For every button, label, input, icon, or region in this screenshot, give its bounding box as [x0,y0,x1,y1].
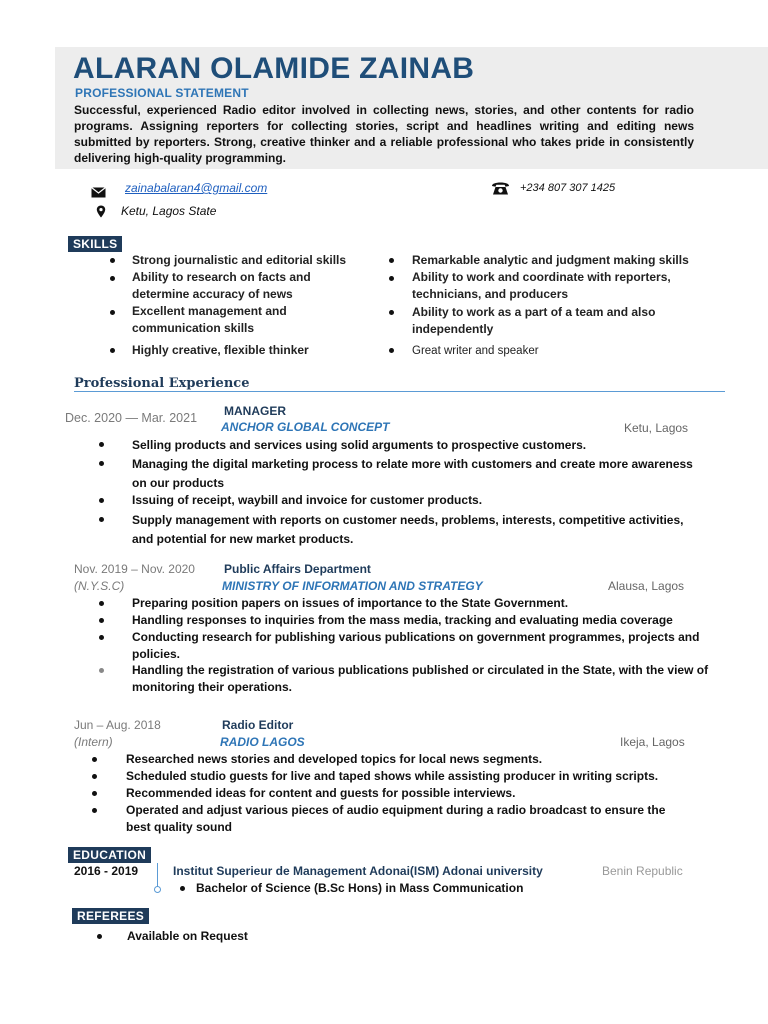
skill-item: Highly creative, flexible thinker [132,343,309,357]
skill-bullet [389,310,394,315]
job-duty: Selling products and services using solid arguments to prospective customers. [132,438,587,452]
experience-heading: Professional Experience [74,376,250,391]
duty-bullet [92,808,97,813]
skill-bullet [110,310,115,315]
degree-bullet [180,886,185,891]
timeline-dot [154,886,161,893]
job-organization: RADIO LAGOS [220,735,305,749]
location-text: Ketu, Lagos State [121,204,217,218]
job-role: Radio Editor [222,718,294,732]
skill-bullet [389,348,394,353]
job-date: Jun – Aug. 2018 [74,718,161,732]
duty-bullet [99,517,104,522]
job-duty: Managing the digital marketing process to relate more with customers and create more awareness on our products [132,457,693,490]
duty-bullet [99,601,104,606]
envelope-icon [91,185,106,203]
phone-number: +234 807 307 1425 [520,182,616,194]
statement-title: PROFESSIONAL STATEMENT [75,86,249,100]
referees-bullet [97,934,102,939]
referees-heading: REFEREES [72,908,149,924]
job-role: MANAGER [224,404,286,418]
duty-bullet [99,618,104,623]
job-duty: Handling the registration of various publications published or circulated in the State, with the view of monitoring their operations. [132,663,709,694]
skill-item: Ability to work as a part of a team and also independently [412,305,656,336]
job-date: Dec. 2020 — Mar. 2021 [65,411,198,425]
job-duty: Researched news stories and developed topics for local news segments. [126,752,543,766]
job-duty: Preparing position papers on issues of importance to the State Government. [132,596,569,610]
telephone-icon [491,182,510,200]
education-heading: EDUCATION [68,847,151,863]
job-organization: MINISTRY OF INFORMATION AND STRATEGY [222,579,483,593]
email-link[interactable]: zainabalaran4@gmail.com [125,181,268,195]
skills-heading: SKILLS [68,236,122,252]
job-duty: Scheduled studio guests for live and taped shows while assisting producer in writing scripts. [126,769,659,783]
job-duty: Supply management with reports on customer needs, problems, interests, competitive activities, and potential for new market products. [132,513,684,546]
education-location: Benin Republic [602,864,683,878]
skill-bullet [110,258,115,263]
education-years: 2016 - 2019 [74,864,139,878]
job-note: (N.Y.S.C) [74,579,125,593]
job-organization: ANCHOR GLOBAL CONCEPT [221,420,390,434]
section-divider [74,391,725,392]
duty-bullet [92,757,97,762]
job-location: Alausa, Lagos [608,579,685,593]
duty-bullet [92,791,97,796]
job-date: Nov. 2019 – Nov. 2020 [74,562,195,576]
duty-bullet [99,498,104,503]
duty-bullet [99,461,104,466]
job-location: Ikeja, Lagos [620,735,685,749]
skill-bullet [110,276,115,281]
skill-bullet [389,276,394,281]
duty-bullet [99,635,104,640]
duty-bullet [99,668,104,673]
skill-item: Excellent management and communication skills [132,304,287,335]
skill-bullet [110,348,115,353]
referees-text: Available on Request [127,929,248,943]
job-duty: Operated and adjust various pieces of audio equipment during a radio broadcast to ensure the best quality sound [126,803,666,834]
job-duty: Recommended ideas for content and guests for possible interviews. [126,786,516,800]
skill-item: Ability to work and coordinate with reporters, technicians, and producers [412,270,671,301]
job-duty: Conducting research for publishing various publications on government programmes, projects and policies. [132,630,700,661]
job-duty: Issuing of receipt, waybill and invoice for customer products. [132,493,483,507]
map-pin-icon [96,205,106,223]
job-role: Public Affairs Department [224,562,371,576]
duty-bullet [99,442,104,447]
job-location: Ketu, Lagos [624,421,689,435]
skill-bullet [389,258,394,263]
education-school: Institut Superieur de Management Adonai(ISM) Adonai university [173,864,543,878]
duty-bullet [92,774,97,779]
job-note: (Intern) [74,735,113,749]
skill-item: Strong journalistic and editorial skills [132,253,347,267]
education-degree: Bachelor of Science (B.Sc Hons) in Mass Communication [196,881,524,895]
skill-item: Remarkable analytic and judgment making skills [412,253,689,267]
job-duty: Handling responses to inquiries from the mass media, tracking and evaluating media coverage [132,613,673,627]
candidate-name: ALARAN OLAMIDE ZAINAB [73,52,475,85]
skill-item: Great writer and speaker [412,345,539,357]
skill-item: Ability to research on facts and determine accuracy of news [132,270,311,301]
professional-statement: Successful, experienced Radio editor involved in collecting news, stories, and other contents for radio programs. Assigning reporters for collecting stories, script and headlines writing and editing news submitted by reporters. Strong, creative thinker and a reliable professional who takes pride in consistently delivering high-quality programming. [74,103,694,165]
